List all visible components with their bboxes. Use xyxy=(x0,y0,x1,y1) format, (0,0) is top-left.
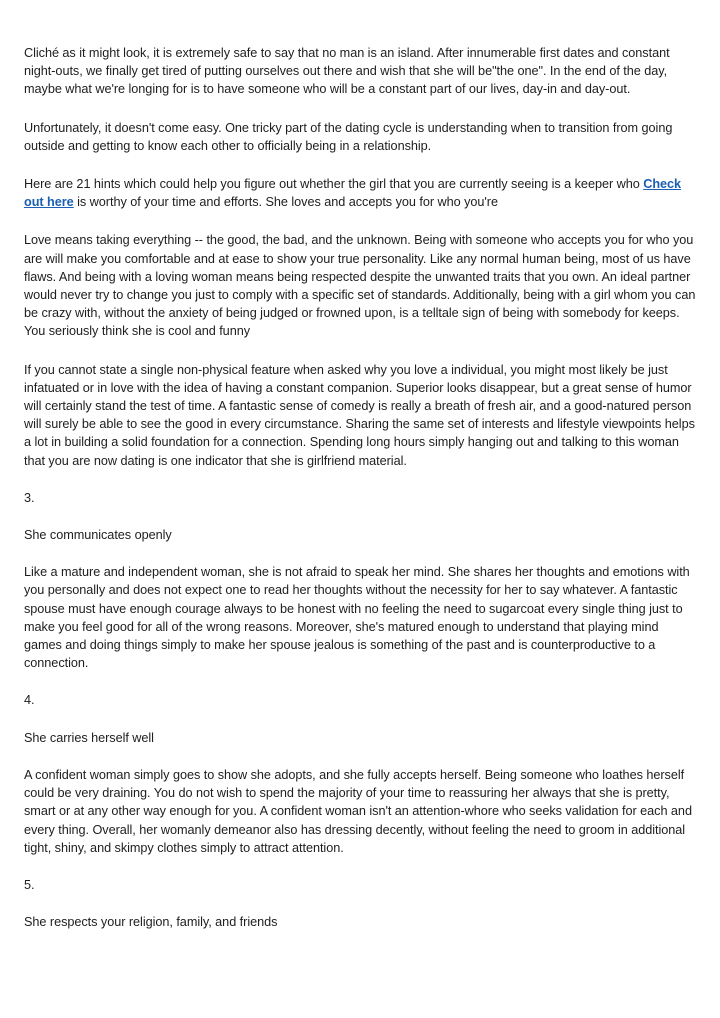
article-body xyxy=(24,44,698,950)
section-heading-4: She carries herself well xyxy=(24,730,154,745)
paragraph-intro: Cliché as it might look, it is extremely safe to say that no man is an island. After innumerable first dates and constant night-outs, we finally get tired of putting ourselves out there and wish that she will be"the one". In the end of the day, maybe what we're longing for is to have someone who will be a constant part of our lives, day-in and day-out. xyxy=(24,46,670,97)
paragraph-confident: A confident woman simply goes to show she adopts, and she fully accepts herself. Being someone who loathes herself could be very draining. You do not wish to spend the majority of your time to reassuring her always that she is pretty, smart or at any other way enough for you. A confident woman isn't an attention-whore who seeks validation for each and every thing. Overall, her womanly demeanor also has dressing decently, without feeling the need to groom in additional tight, shiny, and skimpy clothes simply to attract attention. xyxy=(24,767,692,855)
section-number-5: 5. xyxy=(24,877,35,892)
paragraph-transition: Unfortunately, it doesn't come easy. One tricky part of the dating cycle is understanding when to transition from going outside and getting to know each other to officially being in a relationship. xyxy=(24,120,673,153)
paragraph-humor: If you cannot state a single non-physical feature when asked why you love a individual, you might most likely be just infatuated or in love with the idea of having a constant companion. Superior looks disappear, but a great sense of humor will certainly stand the test of time. A fantastic sense of comedy is really a breath of fresh air, and a good-natured person will surely be able to see the good in every circumstance. Sharing the same set of interests and lifestyle viewpoints helps a lot in building a solid foundation for a connection. Spending long hours simply hanging out and talking to this woman that you are now dating is one indicator that she is girlfriend material. xyxy=(24,362,695,468)
section-number-4: 4. xyxy=(24,693,35,708)
section-heading-3: She communicates openly xyxy=(24,528,172,543)
hints-text-before: Here are 21 hints which could help you figure out whether the girl that you are currently seeing is a keeper who xyxy=(24,177,644,192)
paragraph-communicates: Like a mature and independent woman, she is not afraid to speak her mind. She shares her thoughts and emotions with you personally and does not expect one to read her thoughts without the necessity for her to say whatever. A fantastic spouse must have enough courage always to be honest with no feeling the need to sugarcoat every single thing just to make you feel good for all of the wrong reasons. Moreover, she's matured enough to understand that playing mind games and doing things simply to make her spouse jealous is something of the past and is counterproductive to a connection. xyxy=(24,565,690,671)
section-heading-5: She respects your religion, family, and friends xyxy=(24,915,278,930)
paragraph-love: Love means taking everything -- the good, the bad, and the unknown. Being with someone who accepts you for who you are will make you comfortable and at ease to show your true personality. Like any normal human being, most of us have flaws. And being with a loving woman means being respected despite the unwanted traits that you own. An ideal partner would never try to change you just to comply with a specific set of standards. Additionally, being with a girl whom you can be crazy with, without the anxiety of being judged or frowned upon, is a telltale sign of being with somebody for keeps. You seriously think she is cool and funny xyxy=(24,233,696,339)
section-number-3: 3. xyxy=(24,490,35,505)
hints-text-after: is worthy of your time and efforts. She loves and accepts you for who you're xyxy=(73,195,498,210)
check-out-here-link[interactable]: Check out here xyxy=(24,177,682,210)
paragraph-hints xyxy=(24,175,698,211)
